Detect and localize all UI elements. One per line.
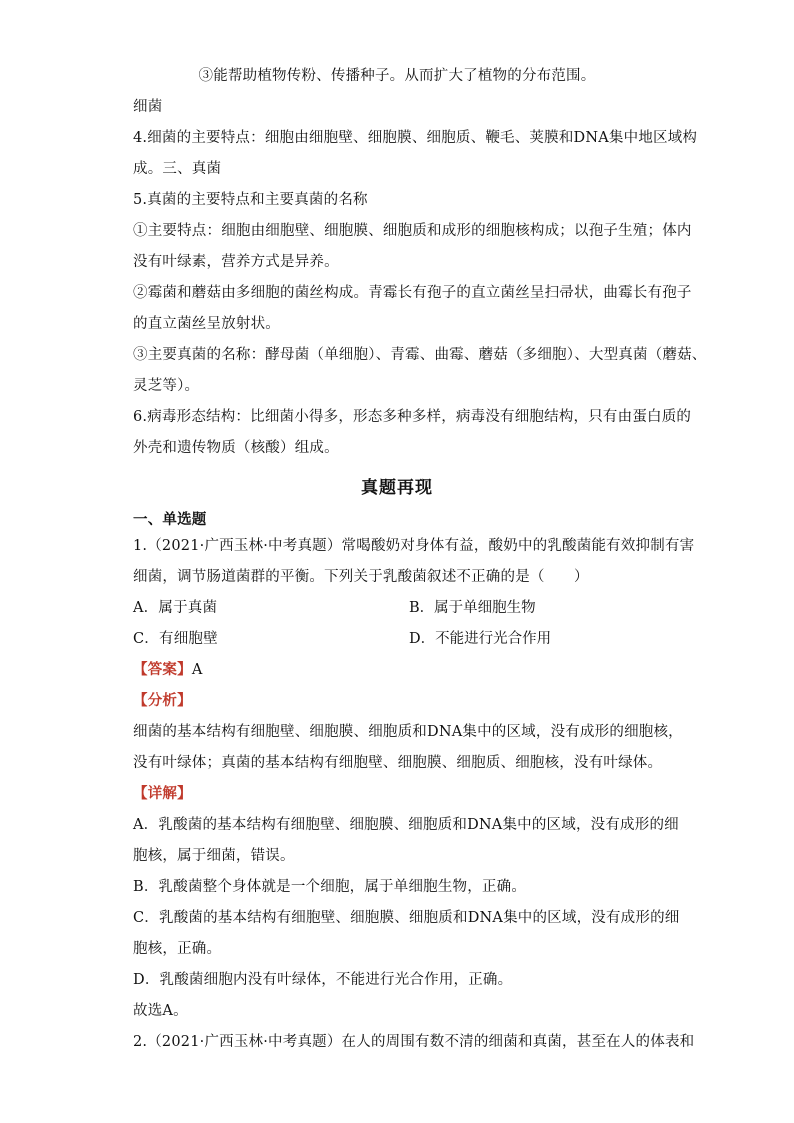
question-1-option-b: B．属于单细胞生物 [409,600,536,616]
heading-bacteria: 细菌 [133,99,163,115]
analysis-line-1: 细菌的基本结构有细胞壁、细胞膜、细胞质和DNA集中的区域，没有成形的细胞核， [133,724,683,740]
answer-value: A [191,662,203,678]
detail-a-line-1: A．乳酸菌的基本结构有细胞壁、细胞膜、细胞质和DNA集中的区域，没有成形的细 [133,817,679,833]
question-1-option-a: A．属于真菌 [133,600,218,616]
paragraph-5-2-line-1: ②霉菌和蘑菇由多细胞的菌丝构成。青霉长有孢子的直立菌丝呈扫帚状，曲霉长有孢子 [133,285,692,301]
paragraph-6-line-1: 6.病毒形态结构：比细菌小得多，形态多种多样，病毒没有细胞结构，只有由蛋白质的 [133,409,692,425]
paragraph-4-line-1: 4.细菌的主要特点：细胞由细胞壁、细胞膜、细胞质、鞭毛、荚膜和DNA集中地区域构 [133,130,698,146]
paragraph-5-3-line-2: 灵芝等）。 [133,378,200,394]
question-2-stem-line-1: 2.（2021·广西玉林·中考真题）在人的周围有数不清的细菌和真菌，甚至在人的体表和 [133,1034,695,1050]
question-1-option-d: D．不能进行光合作用 [409,631,552,647]
answer-label: 【答案】 [133,661,192,678]
intro-line-top: ③能帮助植物传粉、传播种子。从而扩大了植物的分布范围。 [198,68,596,84]
paragraph-6-line-2: 外壳和遗传物质（核酸）组成。 [133,440,339,456]
paragraph-5-1-line-1: ①主要特点：细胞由细胞壁、细胞膜、细胞质和成形的细胞核构成；以孢子生殖；体内 [133,223,692,239]
section-subtitle: 一、单选题 [133,511,207,528]
question-1-stem-line-2: 细菌，调节肠道菌群的平衡。下列关于乳酸菌叙述不正确的是（ ） [133,569,589,585]
analysis-label: 【分析】 [133,692,192,709]
conclusion: 故选A。 [133,1003,188,1019]
detail-a-line-2: 胞核，属于细菌，错误。 [133,848,295,864]
paragraph-4-line-2: 成。三、真菌 [133,161,222,177]
question-1-analysis [133,691,663,711]
detail-label: 【详解】 [133,785,192,802]
section-title: 真题再现 [361,478,433,498]
detail-c-line-1: C．乳酸菌的基本结构有细胞壁、细胞膜、细胞质和DNA集中的区域，没有成形的细 [133,910,680,926]
question-1-detail [133,784,663,804]
detail-d: D．乳酸菌细胞内没有叶绿体，不能进行光合作用，正确。 [133,972,513,988]
detail-c-line-2: 胞核，正确。 [133,941,222,957]
analysis-line-2: 没有叶绿体；真菌的基本结构有细胞壁、细胞膜、细胞质、细胞核，没有叶绿体。 [133,755,663,771]
paragraph-5: 5.真菌的主要特点和主要真菌的名称 [133,192,368,208]
detail-b: B．乳酸菌整个身体就是一个细胞，属于单细胞生物，正确。 [133,879,527,895]
question-1-answer [133,660,663,680]
paragraph-5-1-line-2: 没有叶绿素，营养方式是异养。 [133,254,339,270]
question-1-option-c: C．有细胞壁 [133,631,218,647]
question-1-stem-line-1: 1.（2021·广西玉林·中考真题）常喝酸奶对身体有益，酸奶中的乳酸菌能有效抑制有害 [133,538,695,554]
paragraph-5-3-line-1: ③主要真菌的名称：酵母菌（单细胞）、青霉、曲霉、蘑菇（多细胞）、大型真菌（蘑菇、 [133,347,707,363]
paragraph-5-2-line-2: 的直立菌丝呈放射状。 [133,316,280,332]
